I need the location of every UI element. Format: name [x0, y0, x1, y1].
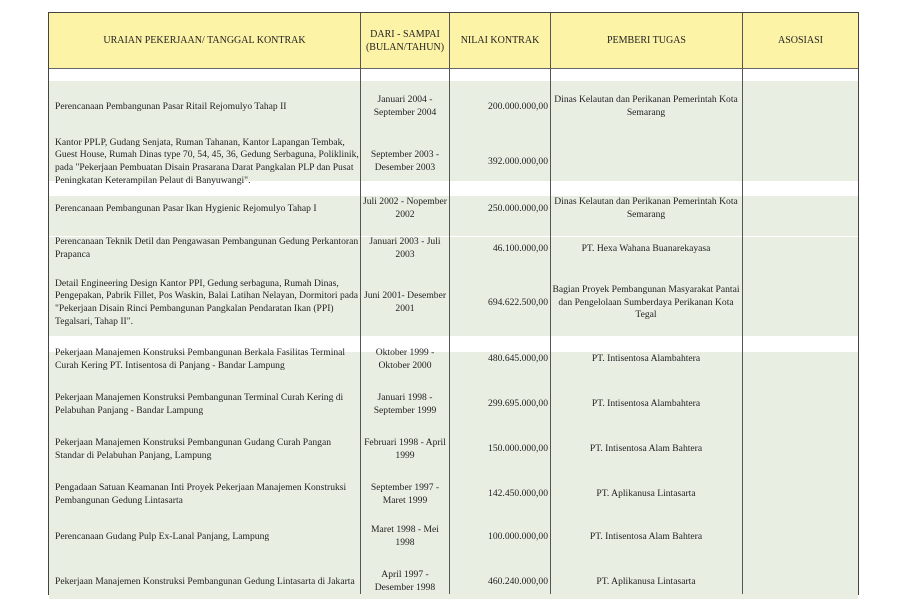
cell-contract-value-text: 200.000.000,00: [488, 100, 548, 112]
cell-client-text: PT. Aplikanusa Lintasarta: [596, 575, 696, 587]
cell-client: [551, 472, 741, 517]
cell-association: [743, 382, 858, 427]
cell-description: [55, 79, 359, 135]
cell-period: [361, 557, 449, 607]
cell-period: [361, 79, 449, 135]
cell-description: [55, 472, 359, 517]
cell-period: [361, 189, 449, 229]
cell-client-text: PT. Intisentosa Alam Bahtera: [589, 443, 703, 455]
cell-contract-value-text: 250.000.000,00: [488, 202, 548, 214]
cell-client: [551, 427, 741, 472]
cell-client-text: PT. Aplikanusa Lintasarta: [596, 488, 696, 500]
cell-period: [361, 229, 449, 269]
cell-client: [551, 557, 741, 607]
cell-client: [551, 269, 741, 337]
cell-contract-value: [450, 79, 549, 135]
table-row: [49, 229, 858, 269]
cell-association: [743, 337, 858, 382]
table-row: [49, 557, 858, 607]
cell-period-text: Februari 1998 - April 1999: [364, 436, 446, 461]
cell-period-text: Januari 2003 - Juli 2003: [369, 236, 441, 260]
cell-period-text: Januari 2004 - September 2004: [373, 94, 437, 118]
table-row: [49, 472, 858, 517]
cell-association: [743, 557, 858, 607]
cell-description-text: Pekerjaan Manajemen Konstruksi Pembangunan Berkala Fasilitas Terminal Curah Kering PT. Intisentosa di Panjang - Bandar Lampung: [55, 346, 346, 371]
cell-association: [743, 472, 858, 517]
cell-contract-value: [450, 229, 549, 269]
cell-period: [361, 472, 449, 517]
table-row: [49, 135, 858, 189]
table-row: [49, 269, 858, 337]
cell-description-text: Pekerjaan Manajemen Konstruksi Pembangunan Gedung Lintasarta di Jakarta: [55, 575, 355, 587]
cell-contract-value: [450, 189, 549, 229]
cell-description: [55, 337, 359, 382]
cell-period-text: Oktober 1999 - Oktober 2000: [375, 346, 435, 371]
cell-client-text: Dinas Kelautan dan Perikanan Pemerintah Kota Semarang: [554, 196, 738, 220]
cell-period: [361, 269, 449, 337]
cell-contract-value: [450, 269, 549, 337]
column-divider: [550, 13, 551, 594]
cell-description-text: Perencanaan Pembangunan Pasar Ikan Hygienic Rejomulyo Tahap I: [55, 202, 317, 214]
column-divider: [360, 13, 361, 594]
cell-description: [55, 135, 359, 189]
header-value: NILAI KONTRAK: [460, 35, 540, 46]
cell-contract-value: [450, 427, 549, 472]
cell-contract-value: [450, 337, 549, 382]
cell-period: [361, 382, 449, 427]
cell-client-text: PT. Intisentosa Alambahtera: [591, 353, 701, 365]
cell-description-text: Perencanaan Pembangunan Pasar Ritail Rejomulyo Tahap II: [55, 100, 287, 112]
header-giver: PEMBERI TUGAS: [607, 35, 686, 46]
cell-period-text: Januari 1998 - September 1999: [373, 391, 437, 416]
cell-client: [551, 189, 741, 229]
cell-period: [361, 337, 449, 382]
cell-period: [361, 427, 449, 472]
header-date: DARI - SAMPAI (BULAN/TAHUN): [365, 28, 445, 53]
cell-association: [743, 79, 858, 135]
cell-description: [55, 427, 359, 472]
cell-client: [551, 229, 741, 269]
cell-client: [551, 517, 741, 557]
cell-contract-value-text: 460.240.000,00: [488, 575, 548, 587]
cell-contract-value-text: 100.000.000,00: [488, 530, 548, 542]
cell-description: [55, 382, 359, 427]
cell-client-text: Bagian Proyek Pembangunan Masyarakat Pantai dan Pengelolaan Sumberdaya Perikanan Kota Tegal: [552, 284, 740, 321]
cell-contract-value-text: 46.100.000,00: [492, 242, 548, 254]
cell-contract-value: [450, 557, 549, 607]
cell-description-text: Perencanaan Teknik Detil dan Pengawasan Pembangunan Gedung Perkantoran Prapanca: [55, 236, 359, 260]
table-row: [49, 382, 858, 427]
cell-description-text: Pekerjaan Manajemen Konstruksi Pembangunan Terminal Curah Kering di Pelabuhan Panjang - Bandar Lampung: [55, 391, 344, 416]
cell-association: [743, 517, 858, 557]
cell-contract-value-text: 480.645.000,00: [488, 353, 548, 365]
cell-period-text: Juni 2001- Desember 2001: [363, 290, 447, 314]
table-row: [49, 189, 858, 229]
cell-description: [55, 517, 359, 557]
cell-description: [55, 189, 359, 229]
cell-contract-value: [450, 472, 549, 517]
cell-association: [743, 229, 858, 269]
cell-period-text: Maret 1998 - Mei 1998: [371, 524, 439, 548]
table-row: [49, 517, 858, 557]
cell-description-text: Kantor PPLP, Gudang Senjata, Ruman Tahanan, Kantor Lapangan Tembak, Guest House, Rumah Dinas type 70, 54, 45, 36, Gedung Serbaguna, Poliklinik, pada "Pekerjaan Pembuatan Disain Prasarana Darat Pangkalan PLP dan Pusat Peningkatan Keterampilan Pelaut di Banyuwangi".: [55, 136, 359, 186]
table-row: [49, 427, 858, 472]
cell-description-text: Detail Engineering Design Kantor PPI, Gedung serbaguna, Rumah Dinas, Pengepakan, Pabrik Fillet, Pos Waskin, Balai Latihan Nelayan, Dormitori pada "Pekerjaan Disain Rinci Pembangunan Pangkalan Pendaratan Ikan (PPI) Tegalsari, Tahap II".: [55, 277, 359, 327]
cell-association: [743, 189, 858, 229]
cell-association: [743, 135, 858, 189]
cell-description-text: Pekerjaan Manajemen Konstruksi Pembangunan Gudang Curah Pangan Standar di Pelabuhan Panjang, Lampung: [55, 436, 332, 461]
table-row: [49, 79, 858, 135]
table-header: [49, 13, 858, 69]
cell-contract-value-text: 150.000.000,00: [488, 443, 548, 455]
cell-contract-value: [450, 517, 549, 557]
cell-description: [55, 557, 359, 607]
cell-client: [551, 79, 741, 135]
cell-client-text: PT. Intisentosa Alam Bahtera: [589, 530, 703, 542]
cell-contract-value-text: 392.000.000,00: [488, 155, 548, 167]
cell-description-text: Perencanaan Gudang Pulp Ex-Lanal Panjang, Lampung: [55, 530, 270, 542]
cell-client: [551, 382, 741, 427]
cell-client-text: PT. Intisentosa Alambahtera: [591, 398, 701, 410]
cell-contract-value-text: 299.695.000,00: [488, 398, 548, 410]
cell-period-text: September 2003 - Desember 2003: [370, 149, 440, 173]
cell-period-text: Juli 2002 - Nopember 2002: [363, 196, 447, 220]
column-divider: [742, 13, 743, 594]
column-divider: [449, 13, 450, 594]
cell-contract-value: [450, 382, 549, 427]
cell-client-text: Dinas Kelautan dan Perikanan Pemerintah Kota Semarang: [554, 94, 738, 118]
cell-period: [361, 517, 449, 557]
cell-period-text: April 1997 - Desember 1998: [374, 569, 436, 593]
contract-table: [48, 12, 859, 595]
table-row: [49, 337, 858, 382]
cell-contract-value: [450, 135, 549, 189]
cell-description-text: Pengadaan Satuan Keamanan Inti Proyek Pekerjaan Manajemen Konstruksi Pembangunan Gedung Lintasarta: [55, 481, 347, 506]
cell-contract-value-text: 142.450.000,00: [488, 488, 548, 500]
cell-description: [55, 269, 359, 337]
cell-period: [361, 135, 449, 189]
cell-contract-value-text: 694.622.500,00: [488, 296, 548, 308]
header-asos: ASOSIASI: [777, 35, 823, 46]
cell-client: [551, 135, 741, 189]
cell-period-text: September 1997 - Maret 1999: [370, 481, 440, 506]
cell-description: [55, 229, 359, 269]
cell-association: [743, 427, 858, 472]
cell-client-text: PT. Hexa Wahana Buanarekayasa: [581, 242, 711, 254]
header-desc: URAIAN PEKERJAAN/ TANGGAL KONTRAK: [103, 35, 306, 46]
cell-association: [743, 269, 858, 337]
cell-client: [551, 337, 741, 382]
